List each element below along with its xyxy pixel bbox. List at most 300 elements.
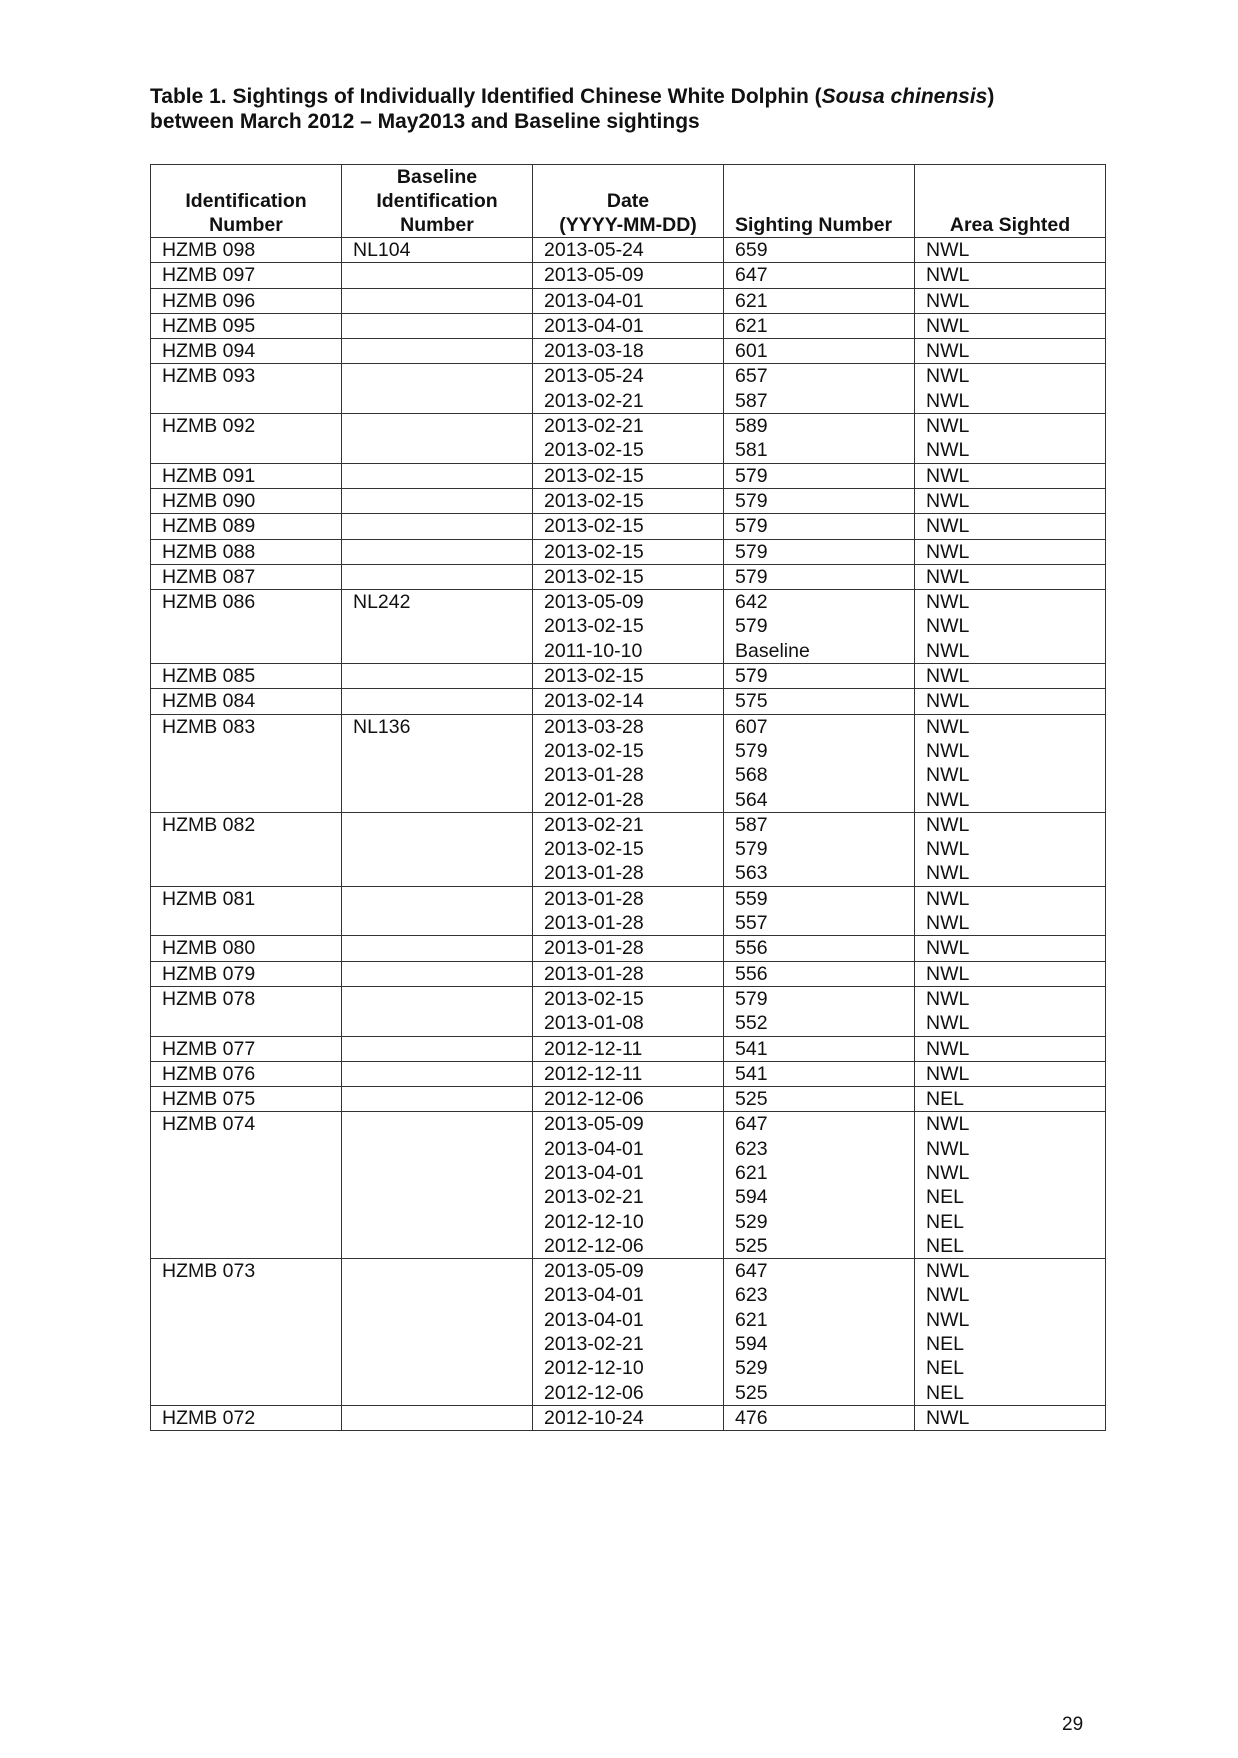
area-sighted: NWL	[926, 912, 970, 935]
area-sighted: NWL	[926, 862, 970, 885]
area-sighted-cell	[915, 590, 1106, 664]
sighting-date: 2013-02-21	[544, 1333, 644, 1356]
sighting-date: 2013-03-18	[544, 340, 644, 363]
identification-number: HZMB 098	[162, 239, 256, 261]
sighting-date: 2012-10-24	[544, 1406, 644, 1429]
sighting-date: 2013-04-01	[544, 289, 644, 312]
identification-number: HZMB 083	[162, 715, 256, 738]
sighting-number: 579	[735, 515, 768, 538]
sighting-number-cell	[724, 986, 915, 1036]
identification-number-cell	[151, 986, 342, 1036]
sighting-date: 2013-01-28	[544, 937, 644, 960]
area-sighted: NWL	[926, 665, 970, 688]
header-baseline-identification-number	[342, 165, 533, 238]
sighting-number-cell	[724, 263, 915, 288]
identification-number: HZMB 085	[162, 665, 256, 688]
area-sighted: NEL	[926, 1333, 964, 1356]
identification-number-cell	[151, 514, 342, 539]
sighting-number: 541	[735, 1037, 768, 1060]
baseline-identification-number	[353, 314, 532, 338]
table-body	[151, 238, 1106, 1431]
sighting-date: 2013-02-15	[544, 565, 644, 588]
identification-number: HZMB 080	[162, 937, 256, 960]
sighting-date: 2013-01-28	[544, 912, 644, 935]
date-cell	[533, 936, 724, 961]
area-sighted: NWL	[926, 1161, 970, 1184]
area-sighted: NWL	[926, 739, 970, 762]
sighting-date: 2013-05-24	[544, 239, 644, 261]
area-sighted: NWL	[926, 565, 970, 588]
baseline-id-cell	[342, 714, 533, 812]
area-sighted-cell	[915, 263, 1106, 288]
date-cell	[533, 263, 724, 288]
baseline-id-cell	[342, 364, 533, 414]
date-cell	[533, 1259, 724, 1406]
identification-number: HZMB 076	[162, 1062, 256, 1085]
area-sighted: NWL	[926, 639, 970, 662]
date-cell	[533, 714, 724, 812]
area-sighted-cell	[915, 986, 1106, 1036]
identification-number-cell	[151, 886, 342, 936]
baseline-identification-number	[353, 1087, 532, 1111]
date-cell	[533, 1061, 724, 1086]
table-row	[151, 488, 1106, 513]
sighting-date: 2012-12-10	[544, 1357, 644, 1380]
table-caption	[150, 84, 1090, 134]
baseline-identification-number	[353, 364, 532, 388]
table-row	[151, 590, 1106, 664]
table-row	[151, 1087, 1106, 1112]
caption-line-2: between March 2012 – May2013 and Baseline sightings	[150, 110, 700, 133]
sighting-number-cell	[724, 961, 915, 986]
date-cell	[533, 488, 724, 513]
identification-number-cell	[151, 238, 342, 263]
header-line: (YYYY-MM-DD)	[559, 214, 697, 236]
sighting-number: 529	[735, 1210, 768, 1233]
area-sighted: NWL	[926, 1113, 970, 1136]
area-sighted: NWL	[926, 415, 970, 438]
area-sighted-cell	[915, 364, 1106, 414]
area-sighted: NWL	[926, 1137, 970, 1160]
date-cell	[533, 590, 724, 664]
table-row	[151, 414, 1106, 464]
sighting-number: 621	[735, 289, 768, 312]
baseline-id-cell	[342, 238, 533, 263]
sighting-number: 525	[735, 1381, 768, 1404]
caption-text-end: )	[987, 85, 995, 108]
area-sighted: NWL	[926, 962, 970, 985]
area-sighted-cell	[915, 1036, 1106, 1061]
date-cell	[533, 886, 724, 936]
baseline-id-cell	[342, 1112, 533, 1259]
table-row	[151, 288, 1106, 313]
identification-number: HZMB 073	[162, 1260, 256, 1283]
baseline-id-cell	[342, 288, 533, 313]
table-row	[151, 1061, 1106, 1086]
area-sighted-cell	[915, 539, 1106, 564]
sighting-number: 601	[735, 340, 768, 363]
sighting-date: 2013-02-15	[544, 665, 644, 688]
header-identification-number	[151, 165, 342, 238]
date-cell	[533, 1112, 724, 1259]
date-cell	[533, 238, 724, 263]
identification-number-cell	[151, 263, 342, 288]
table-row	[151, 564, 1106, 589]
baseline-id-cell	[342, 689, 533, 714]
area-sighted: NEL	[926, 1210, 964, 1233]
identification-number: HZMB 078	[162, 987, 256, 1010]
baseline-identification-number	[353, 1259, 532, 1283]
table-row	[151, 986, 1106, 1036]
sighting-number-cell	[724, 514, 915, 539]
identification-number: HZMB 081	[162, 887, 256, 910]
sighting-number: 623	[735, 1137, 768, 1160]
identification-number-cell	[151, 812, 342, 886]
area-sighted-cell	[915, 886, 1106, 936]
identification-number: HZMB 091	[162, 464, 256, 487]
sighting-number: 568	[735, 764, 768, 787]
identification-number-cell	[151, 463, 342, 488]
baseline-id-cell	[342, 514, 533, 539]
area-sighted: NWL	[926, 289, 970, 312]
sighting-date: 2013-02-15	[544, 439, 644, 462]
sighting-number: 607	[735, 715, 768, 738]
baseline-identification-number	[353, 813, 532, 837]
sighting-number-cell	[724, 1112, 915, 1259]
sighting-number-cell	[724, 414, 915, 464]
sighting-date: 2013-05-09	[544, 1113, 644, 1136]
page-number: 29	[1062, 1714, 1084, 1735]
area-sighted-cell	[915, 1112, 1106, 1259]
sighting-date: 2013-02-21	[544, 813, 644, 836]
area-sighted-cell	[915, 414, 1106, 464]
date-cell	[533, 812, 724, 886]
table-row	[151, 714, 1106, 812]
identification-number-cell	[151, 1036, 342, 1061]
baseline-id-cell	[342, 1259, 533, 1406]
baseline-id-cell	[342, 886, 533, 936]
sighting-date: 2013-02-15	[544, 515, 644, 538]
sighting-date: 2013-02-14	[544, 690, 644, 713]
sighting-number-cell	[724, 1036, 915, 1061]
baseline-id-cell	[342, 463, 533, 488]
sighting-number-cell	[724, 463, 915, 488]
date-cell	[533, 1087, 724, 1112]
area-sighted: NWL	[926, 1406, 970, 1429]
identification-number: HZMB 087	[162, 565, 256, 588]
sighting-number: 476	[735, 1406, 768, 1429]
baseline-identification-number	[353, 962, 532, 986]
sighting-number-cell	[724, 313, 915, 338]
header-line: Number	[400, 214, 474, 236]
sighting-number: 579	[735, 540, 768, 563]
sighting-date: 2013-01-08	[544, 1012, 644, 1035]
area-sighted-cell	[915, 812, 1106, 886]
identification-number-cell	[151, 539, 342, 564]
identification-number-cell	[151, 1061, 342, 1086]
caption-text: Table 1. Sightings of Individually Identified Chinese White Dolphin (	[150, 85, 822, 108]
area-sighted-cell	[915, 714, 1106, 812]
identification-number: HZMB 089	[162, 515, 256, 538]
sighting-number: 579	[735, 987, 768, 1010]
table-row	[151, 313, 1106, 338]
sighting-date: 2013-02-21	[544, 415, 644, 438]
table-row	[151, 263, 1106, 288]
sighting-number: 579	[735, 464, 768, 487]
sighting-number-cell	[724, 689, 915, 714]
area-sighted-cell	[915, 664, 1106, 689]
identification-number: HZMB 092	[162, 415, 256, 438]
sighting-date: 2013-05-24	[544, 365, 644, 388]
sighting-date: 2013-01-28	[544, 764, 644, 787]
area-sighted: NWL	[926, 464, 970, 487]
baseline-id-cell	[342, 539, 533, 564]
sighting-date: 2013-02-21	[544, 389, 644, 412]
table-row	[151, 886, 1106, 936]
sighting-date: 2012-01-28	[544, 788, 644, 811]
area-sighted: NWL	[926, 264, 970, 287]
table-row	[151, 664, 1106, 689]
identification-number-cell	[151, 1112, 342, 1259]
baseline-id-cell	[342, 986, 533, 1036]
header-sighting-number	[724, 165, 915, 238]
table-row	[151, 339, 1106, 364]
header-line: Identification	[185, 190, 307, 212]
sighting-number: 647	[735, 1113, 768, 1136]
identification-number: HZMB 077	[162, 1037, 256, 1060]
header-line: Number	[209, 214, 283, 236]
sighting-number: 623	[735, 1284, 768, 1307]
identification-number-cell	[151, 313, 342, 338]
sighting-number: 594	[735, 1333, 768, 1356]
sighting-date: 2013-02-15	[544, 615, 644, 638]
area-sighted: NWL	[926, 515, 970, 538]
baseline-identification-number: NL104	[353, 239, 411, 261]
sighting-number: 621	[735, 1161, 768, 1184]
sighting-date: 2013-02-15	[544, 489, 644, 512]
identification-number: HZMB 088	[162, 540, 256, 563]
sighting-date: 2013-02-15	[544, 540, 644, 563]
area-sighted: NWL	[926, 1062, 970, 1085]
baseline-identification-number	[353, 936, 532, 960]
area-sighted-cell	[915, 961, 1106, 986]
area-sighted-cell	[915, 1259, 1106, 1406]
date-cell	[533, 1405, 724, 1430]
sighting-date: 2012-12-06	[544, 1234, 644, 1257]
sighting-number: 556	[735, 937, 768, 960]
sighting-number-cell	[724, 664, 915, 689]
sighting-number: 587	[735, 389, 768, 412]
area-sighted: NEL	[926, 1234, 964, 1257]
area-sighted: NWL	[926, 314, 970, 337]
sighting-number: 552	[735, 1012, 768, 1035]
area-sighted-cell	[915, 288, 1106, 313]
sighting-number: 589	[735, 415, 768, 438]
area-sighted-cell	[915, 313, 1106, 338]
date-cell	[533, 463, 724, 488]
baseline-identification-number	[353, 565, 532, 589]
area-sighted: NWL	[926, 764, 970, 787]
area-sighted: NWL	[926, 591, 970, 614]
identification-number-cell	[151, 664, 342, 689]
baseline-identification-number	[353, 1406, 532, 1430]
baseline-identification-number	[353, 689, 532, 713]
sighting-number: 579	[735, 838, 768, 861]
identification-number-cell	[151, 590, 342, 664]
baseline-id-cell	[342, 564, 533, 589]
sighting-number: 525	[735, 1234, 768, 1257]
sighting-number-cell	[724, 714, 915, 812]
baseline-identification-number	[353, 540, 532, 564]
baseline-id-cell	[342, 1061, 533, 1086]
sighting-number: 575	[735, 690, 768, 713]
sighting-number-cell	[724, 238, 915, 263]
identification-number: HZMB 095	[162, 314, 256, 337]
sighting-number-cell	[724, 288, 915, 313]
date-cell	[533, 339, 724, 364]
sighting-number-cell	[724, 590, 915, 664]
date-cell	[533, 539, 724, 564]
table-row	[151, 936, 1106, 961]
area-sighted-cell	[915, 689, 1106, 714]
sighting-number-cell	[724, 812, 915, 886]
identification-number: HZMB 086	[162, 591, 256, 614]
area-sighted-cell	[915, 514, 1106, 539]
sighting-number: 621	[735, 1308, 768, 1331]
identification-number-cell	[151, 714, 342, 812]
date-cell	[533, 961, 724, 986]
sighting-number: 659	[735, 239, 768, 261]
table-row	[151, 238, 1106, 263]
sighting-number-cell	[724, 936, 915, 961]
area-sighted: NWL	[926, 489, 970, 512]
sighting-date: 2013-05-09	[544, 1260, 644, 1283]
table-row	[151, 463, 1106, 488]
sighting-number-cell	[724, 1087, 915, 1112]
area-sighted-cell	[915, 1061, 1106, 1086]
area-sighted: NWL	[926, 1308, 970, 1331]
identification-number: HZMB 094	[162, 340, 256, 363]
area-sighted-cell	[915, 564, 1106, 589]
area-sighted: NWL	[926, 365, 970, 388]
sighting-number: 579	[735, 489, 768, 512]
sighting-date: 2013-02-21	[544, 1186, 644, 1209]
sighting-date: 2013-01-28	[544, 862, 644, 885]
sighting-number: 579	[735, 565, 768, 588]
sighting-date: 2013-04-01	[544, 314, 644, 337]
area-sighted-cell	[915, 1087, 1106, 1112]
baseline-identification-number	[353, 1112, 532, 1136]
species-name: Sousa chinensis	[821, 85, 988, 108]
sighting-date: 2013-05-09	[544, 264, 644, 287]
sighting-date: 2013-02-15	[544, 739, 644, 762]
sighting-date: 2013-04-01	[544, 1308, 644, 1331]
date-cell	[533, 313, 724, 338]
sighting-date: 2013-02-15	[544, 464, 644, 487]
baseline-identification-number	[353, 489, 532, 513]
baseline-id-cell	[342, 263, 533, 288]
area-sighted: NEL	[926, 1088, 964, 1111]
baseline-id-cell	[342, 1087, 533, 1112]
date-cell	[533, 689, 724, 714]
sighting-number: 564	[735, 788, 768, 811]
baseline-id-cell	[342, 313, 533, 338]
identification-number: HZMB 072	[162, 1406, 256, 1429]
table-row	[151, 812, 1106, 886]
area-sighted: NWL	[926, 1260, 970, 1283]
sighting-number: 559	[735, 887, 768, 910]
table-row	[151, 539, 1106, 564]
table-row	[151, 1036, 1106, 1061]
sightings-table	[150, 164, 1106, 1431]
header-line: Date	[606, 190, 650, 212]
area-sighted-cell	[915, 488, 1106, 513]
sighting-number-cell	[724, 1259, 915, 1406]
baseline-identification-number: NL136	[353, 715, 411, 738]
sighting-number: 621	[735, 314, 768, 337]
baseline-identification-number	[353, 339, 532, 363]
date-cell	[533, 364, 724, 414]
date-cell	[533, 414, 724, 464]
identification-number: HZMB 097	[162, 264, 256, 287]
header-row	[151, 165, 1106, 238]
baseline-id-cell	[342, 339, 533, 364]
sighting-number-cell	[724, 539, 915, 564]
baseline-identification-number	[353, 289, 532, 313]
baseline-id-cell	[342, 488, 533, 513]
sighting-date: 2013-04-01	[544, 1137, 644, 1160]
sighting-date: 2013-05-09	[544, 591, 644, 614]
sighting-number: 579	[735, 615, 768, 638]
sighting-date: 2012-12-06	[544, 1088, 644, 1111]
area-sighted: NWL	[926, 1284, 970, 1307]
area-sighted: NEL	[926, 1186, 964, 1209]
baseline-identification-number	[353, 1062, 532, 1086]
sighting-number-cell	[724, 886, 915, 936]
sighting-date: 2013-04-01	[544, 1161, 644, 1184]
baseline-identification-number	[353, 464, 532, 488]
identification-number-cell	[151, 689, 342, 714]
sighting-number-cell	[724, 488, 915, 513]
area-sighted: NWL	[926, 937, 970, 960]
baseline-id-cell	[342, 414, 533, 464]
sighting-date: 2012-12-06	[544, 1381, 644, 1404]
sighting-number: 647	[735, 264, 768, 287]
identification-number-cell	[151, 1405, 342, 1430]
baseline-id-cell	[342, 590, 533, 664]
sighting-date: 2013-04-01	[544, 1284, 644, 1307]
sighting-date: 2012-12-11	[544, 1062, 643, 1085]
baseline-id-cell	[342, 812, 533, 886]
sighting-number: 642	[735, 591, 768, 614]
sighting-number: 581	[735, 439, 768, 462]
area-sighted-cell	[915, 238, 1106, 263]
date-cell	[533, 514, 724, 539]
table-row	[151, 1259, 1106, 1406]
sighting-number: 594	[735, 1186, 768, 1209]
identification-number-cell	[151, 936, 342, 961]
date-cell	[533, 288, 724, 313]
identification-number: HZMB 079	[162, 962, 256, 985]
sighting-number: 541	[735, 1062, 768, 1085]
baseline-identification-number	[353, 664, 532, 688]
header-line: Sighting Number	[735, 214, 893, 236]
sighting-date: 2013-01-28	[544, 887, 644, 910]
sighting-number: 579	[735, 665, 768, 688]
baseline-id-cell	[342, 1036, 533, 1061]
baseline-id-cell	[342, 664, 533, 689]
area-sighted-cell	[915, 936, 1106, 961]
